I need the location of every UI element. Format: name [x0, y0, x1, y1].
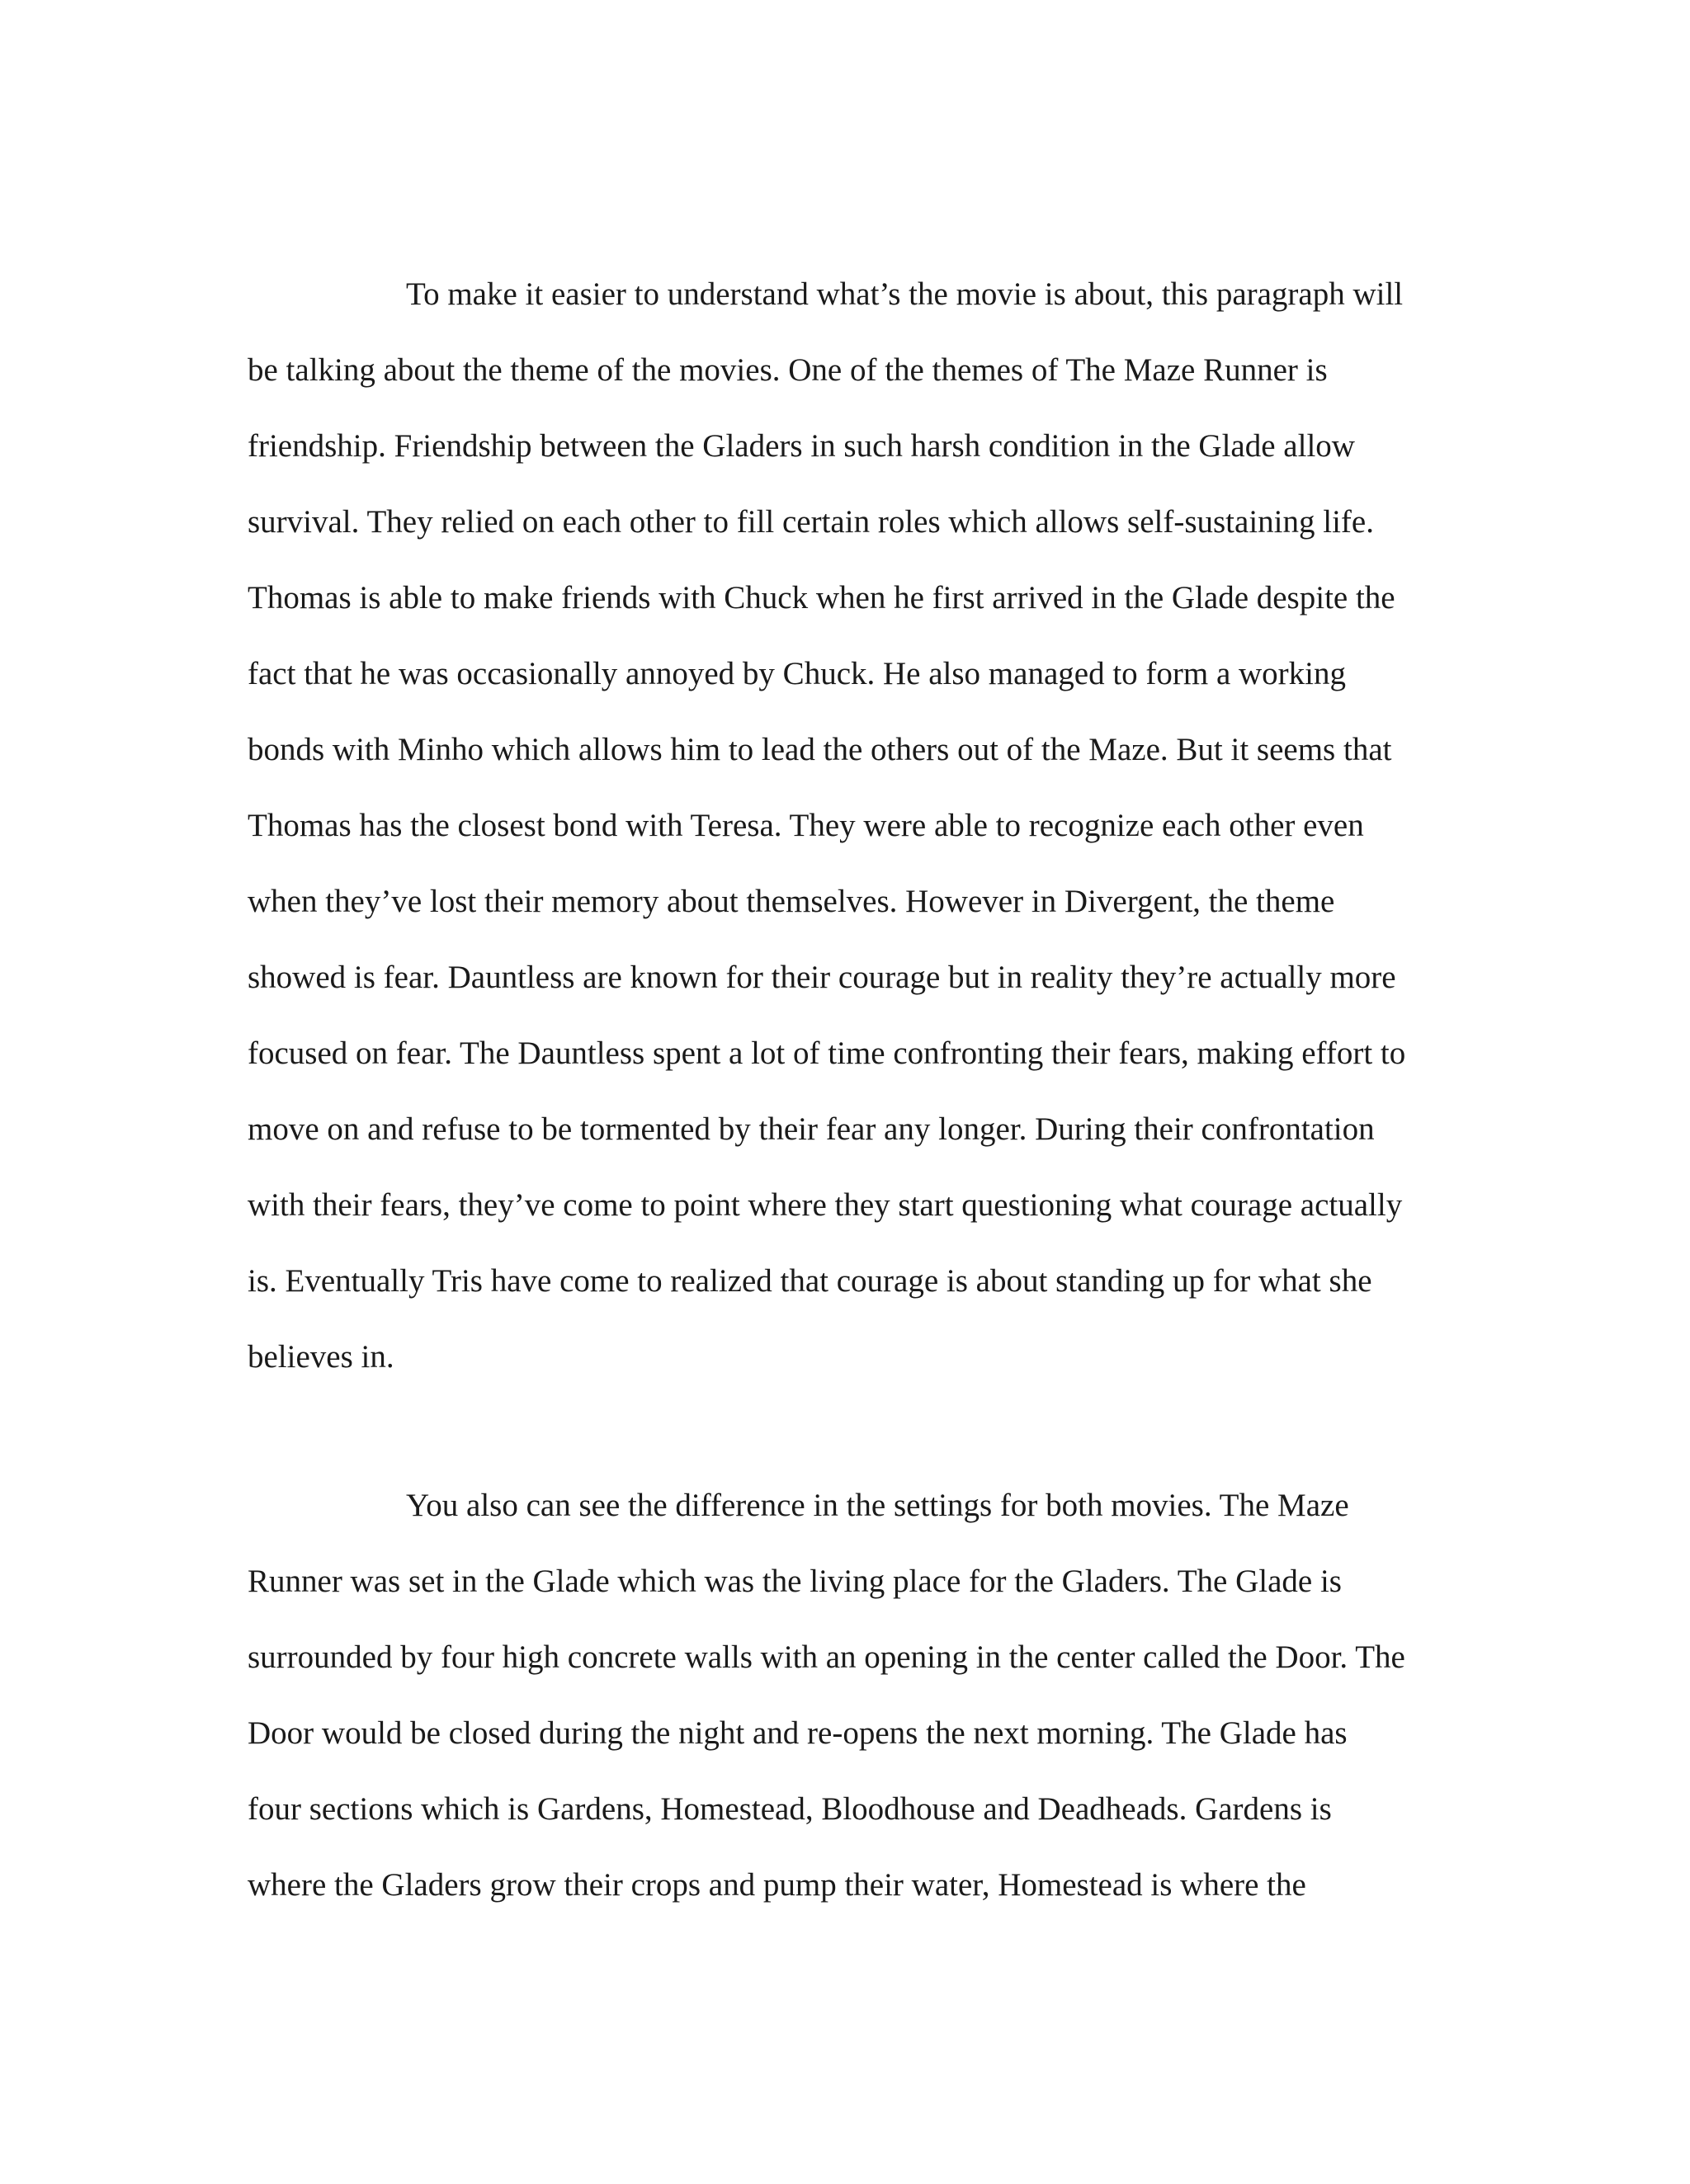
paragraph-theme	[248, 263, 1485, 1402]
text-line: Thomas has the closest bond with Teresa. They were able to recognize each other even	[248, 808, 1364, 843]
text-line: when they’ve lost their memory about themselves. However in Divergent, the theme	[248, 884, 1335, 919]
paragraph-settings	[248, 1474, 1485, 1930]
text-line: To make it easier to understand what’s the movie is about, this paragraph will	[406, 276, 1404, 312]
text-line: Door would be closed during the night and re-opens the next morning. The Glade has	[248, 1715, 1348, 1751]
text-line: friendship. Friendship between the Gladers in such harsh condition in the Glade allow	[248, 428, 1355, 464]
text-line: surrounded by four high concrete walls with an opening in the center called the Door. The	[248, 1639, 1405, 1675]
text-line: focused on fear. The Dauntless spent a lot of time confronting their fears, making effort to	[248, 1035, 1406, 1071]
text-line: with their fears, they’ve come to point where they start questioning what courage actually	[248, 1187, 1403, 1223]
text-line: survival. They relied on each other to fill certain roles which allows self-sustaining life.	[248, 504, 1374, 540]
text-line: four sections which is Gardens, Homestead, Bloodhouse and Deadheads. Gardens is	[248, 1791, 1332, 1827]
text-line: be talking about the theme of the movies. One of the themes of The Maze Runner is	[248, 352, 1328, 388]
text-line: believes in.	[248, 1339, 394, 1375]
text-line: You also can see the difference in the settings for both movies. The Maze	[406, 1488, 1349, 1523]
text-line: Runner was set in the Glade which was the living place for the Gladers. The Glade is	[248, 1564, 1342, 1599]
text-line: Thomas is able to make friends with Chuck when he first arrived in the Glade despite the	[248, 580, 1395, 616]
text-line: move on and refuse to be tormented by their fear any longer. During their confrontation	[248, 1111, 1375, 1147]
text-line: bonds with Minho which allows him to lead the others out of the Maze. But it seems that	[248, 732, 1392, 767]
text-line: fact that he was occasionally annoyed by Chuck. He also managed to form a working	[248, 656, 1347, 691]
text-line: where the Gladers grow their crops and pump their water, Homestead is where the	[248, 1867, 1306, 1903]
text-line: showed is fear. Dauntless are known for their courage but in reality they’re actually more	[248, 960, 1396, 995]
text-line: is. Eventually Tris have come to realized that courage is about standing up for what she	[248, 1263, 1372, 1299]
